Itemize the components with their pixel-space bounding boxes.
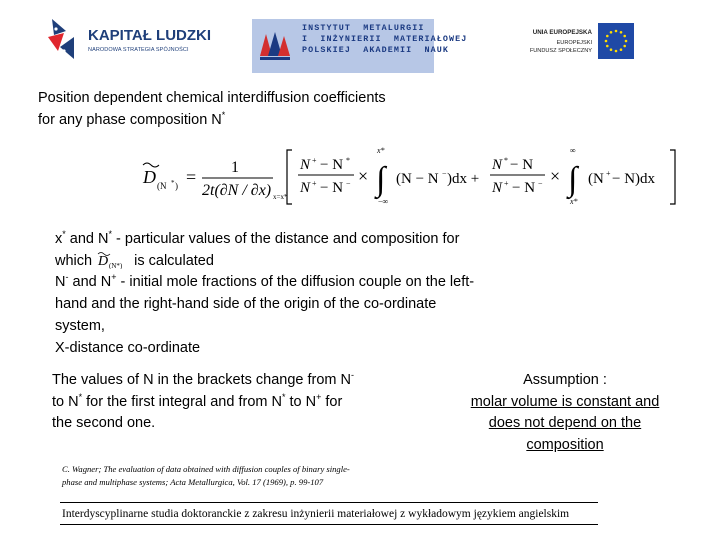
definition-line-5: system, [55,317,105,334]
heading-line-2 [38,110,386,132]
svg-text:(N: (N [157,181,167,191]
svg-text:*: * [504,156,508,165]
def-text: - initial mole fractions of the diffusion couple on the left- [116,274,475,291]
svg-text:2t(∂N / ∂x): 2t(∂N / ∂x) [202,182,272,199]
kapital-ludzki-title: KAPITAŁ LUDZKI [88,27,212,44]
interdiffusion-formula [140,145,700,207]
heading-sup: * [221,109,226,120]
svg-text:×: × [358,166,369,186]
brackets-sup: * [78,391,83,402]
svg-text:∫: ∫ [376,161,386,198]
def-which: which [55,252,97,269]
svg-text:− N)dx: − N)dx [612,171,656,187]
citation-line-2: phase and multiphase systems; Acta Metallurgica, Vol. 17 (1969), p. 99-107 [62,477,324,487]
svg-text:− N: − N [510,157,534,173]
institute-logo [252,19,468,73]
svg-text:(N*): (N*) [109,261,123,269]
svg-text:(N − N: (N − N [396,171,439,187]
definition-line-4: hand and the right-hand side of the origin of the co-ordinate [55,296,437,313]
assumption-line-3: composition [526,437,604,454]
footer-text: Interdyscyplinarne studia doktoranckie z zakresu inżynierii materiałowej z wykładowym językiem angielskim [62,508,570,520]
brackets-explanation [52,370,354,435]
svg-text:∞: ∞ [570,146,576,155]
svg-text:*: * [171,179,175,187]
svg-text:−: − [442,169,447,178]
def-calc: is calculated [130,252,214,269]
svg-text:N: N [492,180,503,196]
citation-line-1: C. Wagner; The evaluation of data obtained with diffusion couples of binary single- [62,464,350,474]
footer-divider-top [60,502,598,503]
def-sup: - [65,272,69,283]
kapital-ludzki-emblem-icon [44,17,84,65]
definition-line-1 [55,229,474,251]
svg-text:N: N [300,180,311,196]
assumption-line-1: molar volume is constant and [470,393,660,410]
kapital-ludzki-subtitle: NARODOWA STRATEGIA SPÓJNOŚCI [88,47,189,53]
citation [62,463,350,489]
brackets-line-2 [52,392,354,414]
svg-text:+: + [312,179,317,188]
svg-text:D: D [98,253,109,269]
svg-text:−: − [538,179,543,188]
brackets-sup: - [351,370,355,380]
eu-line-1: UNIA EUROPEJSKA [532,29,592,36]
definition-line-2 [55,251,474,273]
svg-text:− N: − N [320,157,344,173]
svg-text:1: 1 [231,159,239,176]
def-n: N [55,274,66,291]
heading-line-2-text: for any phase composition N [38,111,222,128]
brackets-text: The values of N in the brackets change from N [52,372,352,388]
brackets-sup: * [281,391,286,402]
def-and-n: and N [68,274,112,291]
svg-text:(N: (N [588,171,604,187]
brackets-line-3: the second one. [52,415,156,432]
definitions [55,229,474,359]
brackets-sup: + [316,391,322,402]
institute-emblem-icon [258,28,292,62]
svg-text:×: × [550,166,561,186]
svg-text:N: N [300,157,311,173]
svg-text:*: * [346,156,350,165]
svg-text:+: + [504,179,509,188]
eu-line-3: FUNDUSZ SPOŁECZNY [529,48,592,54]
svg-text:−∞: −∞ [378,197,389,206]
svg-text:x*: x* [570,197,578,206]
institute-name [302,23,467,56]
eu-line-2: EUROPEJSKI [556,40,592,46]
institute-line-2: I INŻYNIERII MATERIAŁOWEJ [302,34,468,44]
svg-text:x=x*: x=x* [273,193,288,201]
def-sup: + [111,272,117,283]
brackets-text: for [321,393,343,410]
def-text: - particular values of the distance and composition for [112,231,460,247]
assumption-title: Assumption : [523,372,607,388]
eu-logo [500,23,634,63]
svg-text:+: + [312,156,317,165]
footer-divider-bottom [60,524,598,525]
svg-text:)dx +: )dx + [447,171,480,187]
svg-text:− N: − N [512,180,536,196]
assumption-line-2: does not depend on the [488,415,642,432]
brackets-text: to N [52,393,79,410]
brackets-text: to N [285,393,317,410]
def-sup: * [62,229,66,239]
brackets-text: for the first integral and from N [82,393,282,410]
heading [38,88,386,131]
svg-text:N: N [492,157,503,173]
svg-text:− N: − N [320,180,344,196]
assumption [448,370,682,457]
svg-text:+: + [606,169,611,178]
institute-line-3: POLSKIEJ AKADEMII NAUK [302,45,450,55]
heading-line-1: Position dependent chemical interdiffusion coefficients [38,90,386,106]
def-and-n: and N [65,231,109,247]
kapital-ludzki-logo [44,17,212,67]
svg-text:−: − [346,179,351,188]
svg-text:x*: x* [377,146,385,155]
definition-line-3 [55,272,474,294]
svg-text:): ) [175,181,178,191]
svg-text:∫: ∫ [568,161,578,198]
svg-text:D: D [143,167,156,187]
institute-line-1: INSTYTUT METALURGII [302,23,425,33]
svg-text:=: = [186,167,197,187]
definition-line-6: X-distance co-ordinate [55,339,201,356]
def-sup: * [108,229,113,239]
def-x: x [55,231,63,247]
d-tilde-symbol [96,251,130,269]
eu-flag-icon [598,23,634,59]
brackets-line-1 [52,370,354,392]
